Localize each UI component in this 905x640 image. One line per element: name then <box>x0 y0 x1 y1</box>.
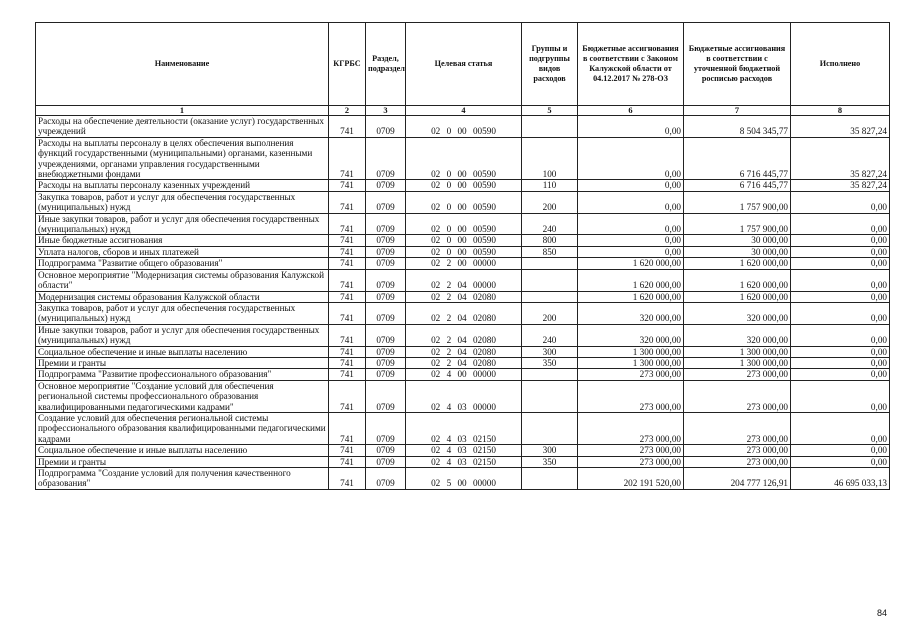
col-header-name: Наименование <box>36 23 329 106</box>
cell-target: 02 2 04 00000 <box>406 269 522 291</box>
table-body <box>36 116 890 490</box>
cell-law: 273 000,00 <box>578 456 684 467</box>
table-row <box>36 191 890 213</box>
cell-target: 02 2 00 00000 <box>406 258 522 269</box>
table-row <box>36 380 890 412</box>
col-header-kgrbs: КГРБС <box>329 23 366 106</box>
cell-law: 273 000,00 <box>578 412 684 444</box>
cell-target: 02 4 00 00000 <box>406 369 522 380</box>
cell-executed: 0,00 <box>791 346 890 357</box>
cell-target: 02 0 00 00590 <box>406 246 522 257</box>
cell-name: Иные закупки товаров, работ и услуг для обеспечения государственных (муниципальных) нужд <box>36 324 329 346</box>
cell-executed: 0,00 <box>791 258 890 269</box>
cell-refined: 1 757 900,00 <box>684 213 791 235</box>
cell-executed: 35 827,24 <box>791 116 890 138</box>
cell-section: 0709 <box>366 116 406 138</box>
cell-section: 0709 <box>366 468 406 490</box>
page-number: 84 <box>876 608 887 618</box>
table-row <box>36 302 890 324</box>
cell-refined: 204 777 126,91 <box>684 468 791 490</box>
cell-refined: 273 000,00 <box>684 412 791 444</box>
cell-section: 0709 <box>366 191 406 213</box>
cell-kgrbs: 741 <box>329 213 366 235</box>
cell-name: Подпрограмма "Развитие общего образования" <box>36 258 329 269</box>
cell-executed: 46 695 033,13 <box>791 468 890 490</box>
cell-name: Премии и гранты <box>36 456 329 467</box>
cell-section: 0709 <box>366 357 406 368</box>
table-row <box>36 412 890 444</box>
cell-executed: 0,00 <box>791 324 890 346</box>
cell-executed: 35 827,24 <box>791 180 890 191</box>
cell-group <box>522 412 578 444</box>
cell-group <box>522 291 578 302</box>
table-row <box>36 269 890 291</box>
cell-section: 0709 <box>366 302 406 324</box>
cell-law: 1 300 000,00 <box>578 346 684 357</box>
cell-section: 0709 <box>366 412 406 444</box>
cell-section: 0709 <box>366 137 406 180</box>
cell-group: 240 <box>522 324 578 346</box>
cell-section: 0709 <box>366 180 406 191</box>
cell-executed: 0,00 <box>791 380 890 412</box>
cell-section: 0709 <box>366 380 406 412</box>
col-header-section: Раздел, подраздел <box>366 23 406 106</box>
cell-kgrbs: 741 <box>329 191 366 213</box>
cell-group: 300 <box>522 346 578 357</box>
cell-refined: 30 000,00 <box>684 235 791 246</box>
cell-group <box>522 116 578 138</box>
header-row <box>36 23 890 106</box>
cell-executed: 0,00 <box>791 213 890 235</box>
cell-law: 1 620 000,00 <box>578 291 684 302</box>
cell-kgrbs: 741 <box>329 116 366 138</box>
cell-group <box>522 369 578 380</box>
cell-executed: 0,00 <box>791 445 890 456</box>
cell-group: 200 <box>522 191 578 213</box>
cell-group: 800 <box>522 235 578 246</box>
cell-target: 02 5 00 00000 <box>406 468 522 490</box>
cell-name: Основное мероприятие "Создание условий для обеспечения региональной системы профессионального образования квалифицированными педагогическими кадрами" <box>36 380 329 412</box>
column-number: 5 <box>522 106 578 116</box>
table-row <box>36 246 890 257</box>
cell-executed: 0,00 <box>791 269 890 291</box>
cell-refined: 273 000,00 <box>684 380 791 412</box>
table-row <box>36 346 890 357</box>
table-row <box>36 369 890 380</box>
cell-target: 02 0 00 00590 <box>406 213 522 235</box>
cell-section: 0709 <box>366 369 406 380</box>
cell-group <box>522 258 578 269</box>
cell-executed: 0,00 <box>791 369 890 380</box>
cell-law: 1 300 000,00 <box>578 357 684 368</box>
cell-name: Расходы на выплаты персоналу казенных учреждений <box>36 180 329 191</box>
cell-kgrbs: 741 <box>329 324 366 346</box>
cell-refined: 1 300 000,00 <box>684 346 791 357</box>
cell-section: 0709 <box>366 258 406 269</box>
cell-executed: 0,00 <box>791 302 890 324</box>
cell-name: Расходы на обеспечение деятельности (оказание услуг) государственных учреждений <box>36 116 329 138</box>
col-header-refined: Бюджетные ассигнования в соответствии с уточненной бюджетной росписью расходов <box>684 23 791 106</box>
column-number: 4 <box>406 106 522 116</box>
cell-kgrbs: 741 <box>329 291 366 302</box>
column-number: 7 <box>684 106 791 116</box>
cell-refined: 320 000,00 <box>684 324 791 346</box>
cell-group: 110 <box>522 180 578 191</box>
cell-name: Подпрограмма "Развитие профессионального образования" <box>36 369 329 380</box>
cell-target: 02 0 00 00590 <box>406 137 522 180</box>
column-number: 8 <box>791 106 890 116</box>
cell-kgrbs: 741 <box>329 246 366 257</box>
cell-section: 0709 <box>366 213 406 235</box>
cell-refined: 6 716 445,77 <box>684 180 791 191</box>
cell-refined: 1 620 000,00 <box>684 291 791 302</box>
cell-law: 0,00 <box>578 137 684 180</box>
cell-name: Подпрограмма "Создание условий для получения качественного образования" <box>36 468 329 490</box>
table-row <box>36 137 890 180</box>
cell-kgrbs: 741 <box>329 302 366 324</box>
cell-executed: 0,00 <box>791 191 890 213</box>
cell-name: Расходы на выплаты персоналу в целях обеспечения выполнения функций государственными (муниципальными) органами, казенными учреждениями, органами управления государственными внебюджетными фондами <box>36 137 329 180</box>
cell-group: 350 <box>522 357 578 368</box>
col-header-group: Группы и подгруппы видов расходов <box>522 23 578 106</box>
cell-target: 02 0 00 00590 <box>406 235 522 246</box>
cell-refined: 1 620 000,00 <box>684 269 791 291</box>
cell-law: 320 000,00 <box>578 302 684 324</box>
cell-refined: 320 000,00 <box>684 302 791 324</box>
col-header-target: Целевая статья <box>406 23 522 106</box>
cell-kgrbs: 741 <box>329 346 366 357</box>
cell-refined: 8 504 345,77 <box>684 116 791 138</box>
cell-section: 0709 <box>366 346 406 357</box>
cell-law: 0,00 <box>578 180 684 191</box>
cell-group: 850 <box>522 246 578 257</box>
cell-section: 0709 <box>366 291 406 302</box>
column-number: 6 <box>578 106 684 116</box>
cell-kgrbs: 741 <box>329 180 366 191</box>
table-row <box>36 445 890 456</box>
cell-target: 02 2 04 02080 <box>406 346 522 357</box>
cell-section: 0709 <box>366 324 406 346</box>
cell-law: 0,00 <box>578 235 684 246</box>
cell-executed: 0,00 <box>791 291 890 302</box>
cell-kgrbs: 741 <box>329 456 366 467</box>
cell-refined: 273 000,00 <box>684 445 791 456</box>
table-row <box>36 116 890 138</box>
cell-name: Модернизация системы образования Калужской области <box>36 291 329 302</box>
cell-law: 1 620 000,00 <box>578 258 684 269</box>
cell-target: 02 4 03 02150 <box>406 445 522 456</box>
cell-kgrbs: 741 <box>329 357 366 368</box>
table-row <box>36 213 890 235</box>
cell-refined: 273 000,00 <box>684 456 791 467</box>
cell-law: 1 620 000,00 <box>578 269 684 291</box>
table-row <box>36 468 890 490</box>
cell-target: 02 4 03 00000 <box>406 380 522 412</box>
cell-name: Социальное обеспечение и иные выплаты населению <box>36 445 329 456</box>
cell-kgrbs: 741 <box>329 258 366 269</box>
cell-section: 0709 <box>366 456 406 467</box>
cell-kgrbs: 741 <box>329 380 366 412</box>
cell-executed: 0,00 <box>791 456 890 467</box>
cell-refined: 1 300 000,00 <box>684 357 791 368</box>
table-row <box>36 291 890 302</box>
cell-target: 02 0 00 00590 <box>406 180 522 191</box>
table-row <box>36 357 890 368</box>
cell-executed: 0,00 <box>791 357 890 368</box>
cell-refined: 1 757 900,00 <box>684 191 791 213</box>
table-row <box>36 324 890 346</box>
cell-group: 300 <box>522 445 578 456</box>
cell-target: 02 4 03 02150 <box>406 412 522 444</box>
cell-law: 202 191 520,00 <box>578 468 684 490</box>
cell-section: 0709 <box>366 445 406 456</box>
col-header-law: Бюджетные ассигнования в соответствии с Законом Калужской области от 04.12.2017 № 278-ОЗ <box>578 23 684 106</box>
cell-executed: 0,00 <box>791 412 890 444</box>
cell-target: 02 0 00 00590 <box>406 116 522 138</box>
cell-law: 273 000,00 <box>578 380 684 412</box>
cell-law: 320 000,00 <box>578 324 684 346</box>
cell-target: 02 2 04 02080 <box>406 302 522 324</box>
budget-table <box>35 22 890 490</box>
cell-name: Премии и гранты <box>36 357 329 368</box>
cell-law: 0,00 <box>578 116 684 138</box>
cell-group: 240 <box>522 213 578 235</box>
cell-kgrbs: 741 <box>329 369 366 380</box>
cell-refined: 1 620 000,00 <box>684 258 791 269</box>
cell-kgrbs: 741 <box>329 468 366 490</box>
cell-refined: 6 716 445,77 <box>684 137 791 180</box>
cell-kgrbs: 741 <box>329 137 366 180</box>
cell-name: Основное мероприятие "Модернизация системы образования Калужской области" <box>36 269 329 291</box>
column-number: 1 <box>36 106 329 116</box>
cell-refined: 273 000,00 <box>684 369 791 380</box>
cell-target: 02 0 00 00590 <box>406 191 522 213</box>
cell-section: 0709 <box>366 235 406 246</box>
cell-name: Создание условий для обеспечения региональной системы профессионального образования квалифицированными педагогическими кадрами <box>36 412 329 444</box>
cell-executed: 35 827,24 <box>791 137 890 180</box>
cell-section: 0709 <box>366 269 406 291</box>
cell-name: Уплата налогов, сборов и иных платежей <box>36 246 329 257</box>
table-row <box>36 258 890 269</box>
cell-kgrbs: 741 <box>329 269 366 291</box>
cell-name: Социальное обеспечение и иные выплаты населению <box>36 346 329 357</box>
cell-section: 0709 <box>366 246 406 257</box>
cell-executed: 0,00 <box>791 235 890 246</box>
cell-kgrbs: 741 <box>329 445 366 456</box>
cell-group <box>522 380 578 412</box>
cell-group: 350 <box>522 456 578 467</box>
column-number: 2 <box>329 106 366 116</box>
cell-executed: 0,00 <box>791 246 890 257</box>
cell-target: 02 2 04 02080 <box>406 357 522 368</box>
cell-target: 02 4 03 02150 <box>406 456 522 467</box>
column-number: 3 <box>366 106 406 116</box>
table-row <box>36 456 890 467</box>
col-header-executed: Исполнено <box>791 23 890 106</box>
table-row <box>36 180 890 191</box>
cell-kgrbs: 741 <box>329 235 366 246</box>
cell-name: Иные закупки товаров, работ и услуг для обеспечения государственных (муниципальных) нужд <box>36 213 329 235</box>
cell-group <box>522 269 578 291</box>
cell-law: 273 000,00 <box>578 369 684 380</box>
cell-refined: 30 000,00 <box>684 246 791 257</box>
cell-kgrbs: 741 <box>329 412 366 444</box>
table-row <box>36 235 890 246</box>
cell-name: Закупка товаров, работ и услуг для обеспечения государственных (муниципальных) нужд <box>36 191 329 213</box>
cell-law: 273 000,00 <box>578 445 684 456</box>
cell-group <box>522 468 578 490</box>
cell-target: 02 2 04 02080 <box>406 291 522 302</box>
cell-law: 0,00 <box>578 246 684 257</box>
cell-name: Закупка товаров, работ и услуг для обеспечения государственных (муниципальных) нужд <box>36 302 329 324</box>
cell-group: 100 <box>522 137 578 180</box>
cell-group: 200 <box>522 302 578 324</box>
cell-name: Иные бюджетные ассигнования <box>36 235 329 246</box>
cell-law: 0,00 <box>578 191 684 213</box>
column-number-row <box>36 106 890 116</box>
cell-target: 02 2 04 02080 <box>406 324 522 346</box>
cell-law: 0,00 <box>578 213 684 235</box>
